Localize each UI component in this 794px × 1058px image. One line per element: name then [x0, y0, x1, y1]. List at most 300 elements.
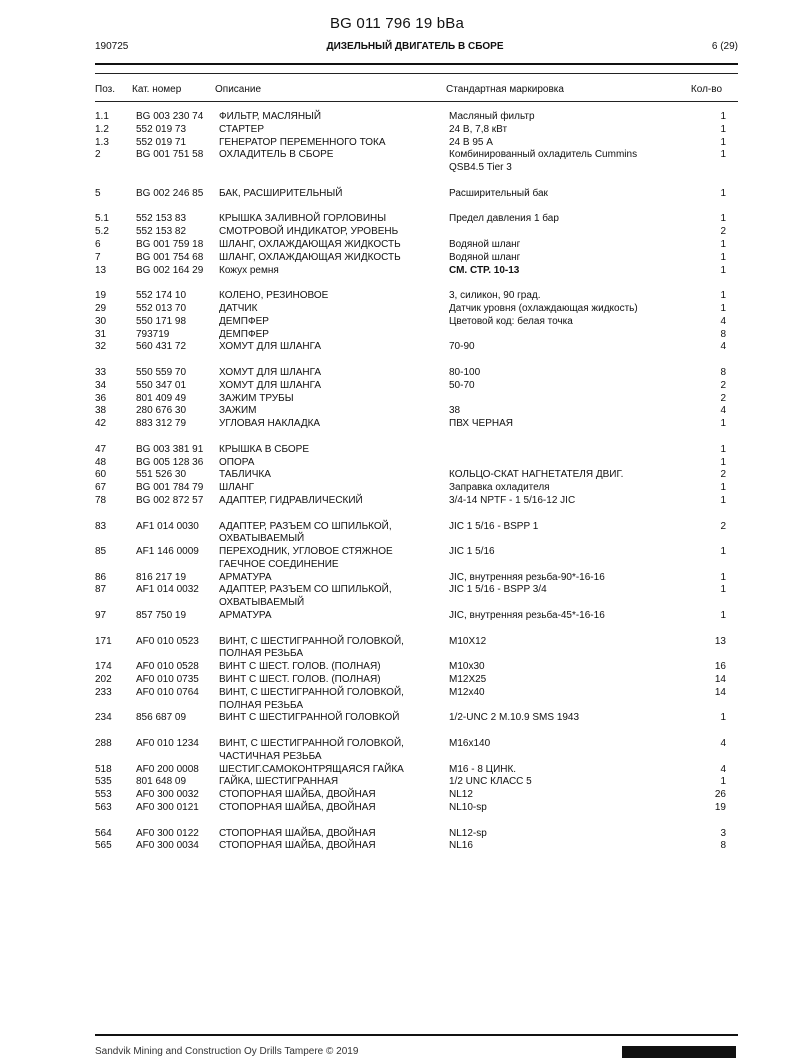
row-cat-number: 552 174 10 — [136, 290, 187, 302]
row-standard-marking — [449, 712, 689, 725]
row-quantity: 2 — [720, 520, 726, 532]
table-row — [0, 738, 794, 764]
row-quantity: 4 — [720, 405, 726, 417]
row-description — [219, 764, 439, 777]
row-standard-marking — [449, 802, 689, 815]
table-row — [0, 584, 794, 610]
row-standard-line: 80-100 — [449, 366, 481, 378]
row-cat-number: 551 526 30 — [136, 469, 187, 481]
row-cat-number: 550 171 98 — [136, 315, 187, 327]
row-description — [219, 213, 439, 226]
row-description-line: ТАБЛИЧКА — [219, 469, 271, 481]
row-description-line: СТАРТЕР — [219, 123, 265, 135]
row-standard-marking — [449, 341, 689, 354]
row-description-line: ЧАСТИЧНАЯ РЕЗЬБА — [219, 750, 322, 762]
row-description — [219, 316, 439, 329]
row-quantity: 1 — [720, 238, 726, 250]
row-description — [219, 495, 439, 508]
table-row — [0, 495, 794, 508]
row-quantity: 8 — [720, 328, 726, 340]
row-standard-marking — [449, 546, 689, 559]
row-standard-line: JIC, внутренняя резьба-90*-16-16 — [449, 571, 605, 583]
row-cat-number: 883 312 79 — [136, 418, 187, 430]
row-standard-marking — [449, 124, 689, 137]
row-quantity: 3 — [720, 827, 726, 839]
row-cat-number: 801 409 49 — [136, 392, 187, 404]
row-standard-line: Водяной шланг — [449, 251, 521, 263]
row-quantity: 1 — [720, 290, 726, 302]
row-quantity: 1 — [720, 776, 726, 788]
row-description-line: ШЛАНГ, ОХЛАЖДАЮЩАЯ ЖИДКОСТЬ — [219, 251, 401, 263]
row-cat-number: AF0 300 0032 — [136, 789, 199, 801]
row-pos: 174 — [95, 661, 112, 673]
row-description-line: СТОПОРНАЯ ШАЙБА, ДВОЙНАЯ — [219, 840, 376, 852]
row-cat-number: 552 019 73 — [136, 123, 187, 135]
table-row — [0, 802, 794, 815]
row-description — [219, 469, 439, 482]
row-description-line: ВИНТ С ШЕСТ. ГОЛОВ. (ПОЛНАЯ) — [219, 661, 381, 673]
table-row — [0, 393, 794, 406]
row-cat-number: AF0 200 0008 — [136, 763, 199, 775]
row-description — [219, 828, 439, 841]
table-row — [0, 124, 794, 137]
row-cat-number: BG 001 751 58 — [136, 149, 204, 161]
row-description-line: ОХЛАДИТЕЛЬ В СБОРЕ — [219, 149, 334, 161]
row-pos: 5 — [95, 187, 101, 199]
row-cat-number: AF1 014 0032 — [136, 584, 199, 596]
row-description — [219, 789, 439, 802]
row-description — [219, 610, 439, 623]
row-standard-marking — [449, 380, 689, 393]
row-cat-number: 560 431 72 — [136, 341, 187, 353]
row-standard-line: M10x30 — [449, 661, 485, 673]
parts-table — [0, 111, 794, 853]
document-date: 190725 — [95, 41, 129, 52]
row-pos: 6 — [95, 238, 101, 250]
row-pos: 87 — [95, 584, 107, 596]
row-standard-line: NL12-sp — [449, 827, 487, 839]
document-code: BG 011 796 19 bBa — [329, 15, 465, 32]
row-standard-line: NL16 — [449, 840, 473, 852]
row-pos: 48 — [95, 456, 107, 468]
row-standard-marking — [449, 495, 689, 508]
table-row — [0, 239, 794, 252]
row-standard-marking — [449, 840, 689, 853]
row-cat-number: AF0 010 0528 — [136, 661, 199, 673]
row-standard-line: NL12 — [449, 789, 473, 801]
row-standard-marking — [449, 303, 689, 316]
row-pos: 36 — [95, 392, 107, 404]
row-description-line: АРМАТУРА — [219, 571, 272, 583]
row-pos: 32 — [95, 341, 107, 353]
row-description-line: БАК, РАСШИРИТЕЛЬНЫЙ — [219, 187, 343, 199]
row-standard-marking — [449, 213, 689, 226]
row-cat-number: 793719 — [136, 328, 170, 340]
table-row — [0, 367, 794, 380]
row-standard-marking — [449, 290, 689, 303]
row-cat-number: AF0 010 1234 — [136, 738, 199, 750]
row-description — [219, 636, 439, 662]
row-quantity: 1 — [720, 302, 726, 314]
row-pos: 535 — [95, 776, 112, 788]
row-description-line: ФИЛЬТР, МАСЛЯНЫЙ — [219, 111, 322, 122]
row-description — [219, 239, 439, 252]
row-pos: 565 — [95, 840, 112, 852]
row-description-line: СМОТРОВОЙ ИНДИКАТОР, УРОВЕНЬ — [219, 226, 399, 238]
table-row — [0, 776, 794, 789]
row-description — [219, 661, 439, 674]
row-cat-number: 816 217 19 — [136, 571, 187, 583]
row-description — [219, 738, 439, 764]
row-standard-line: Водяной шланг — [449, 238, 521, 250]
row-quantity: 1 — [720, 712, 726, 724]
table-row — [0, 789, 794, 802]
row-description-line: ВИНТ С ШЕСТИГРАННОЙ ГОЛОВКОЙ — [219, 712, 400, 724]
row-description-line: ГАЕЧНОЕ СОЕДИНЕНИЕ — [219, 558, 339, 570]
col-header-pos: Поз. — [95, 84, 115, 95]
page-number: 6 (29) — [711, 41, 738, 52]
row-standard-line: 50-70 — [449, 379, 475, 391]
row-standard-marking — [449, 367, 689, 380]
row-description-line: АРМАТУРА — [219, 610, 272, 622]
row-description — [219, 521, 439, 547]
row-cat-number: 550 559 70 — [136, 366, 187, 378]
row-quantity: 1 — [720, 571, 726, 583]
row-cat-number: 550 347 01 — [136, 379, 187, 391]
row-description — [219, 418, 439, 431]
table-row — [0, 444, 794, 457]
row-standard-line: Датчик уровня (охлаждающая жидкость) — [449, 302, 638, 314]
row-cat-number: BG 003 381 91 — [136, 443, 204, 455]
row-quantity: 4 — [720, 315, 726, 327]
row-cat-number: BG 001 759 18 — [136, 238, 204, 250]
row-cat-number: 856 687 09 — [136, 712, 187, 724]
row-standard-line: ПВХ ЧЕРНАЯ — [449, 418, 513, 430]
row-standard-line: 24 В 95 А — [449, 136, 493, 148]
row-description-line: АДАПТЕР, РАЗЪЕМ СО ШПИЛЬКОЙ, — [219, 584, 392, 596]
row-cat-number: BG 002 164 29 — [136, 264, 204, 276]
row-standard-marking — [449, 188, 689, 201]
row-pos: 42 — [95, 418, 107, 430]
row-pos: 85 — [95, 546, 107, 558]
row-quantity: 1 — [720, 456, 726, 468]
table-row — [0, 405, 794, 418]
row-description-line: ВИНТ, С ШЕСТИГРАННОЙ ГОЛОВКОЙ, — [219, 686, 404, 698]
row-quantity: 1 — [720, 251, 726, 263]
row-cat-number: 280 676 30 — [136, 405, 187, 417]
row-description-line: УГЛОВАЯ НАКЛАДКА — [219, 418, 321, 430]
row-standard-marking — [449, 252, 689, 265]
row-pos: 288 — [95, 738, 112, 750]
row-cat-number: AF1 146 0009 — [136, 546, 199, 558]
row-standard-marking — [449, 239, 689, 252]
row-standard-marking — [449, 405, 689, 418]
row-description — [219, 482, 439, 495]
row-quantity: 16 — [714, 661, 726, 673]
row-pos: 1.1 — [95, 111, 109, 122]
row-standard-line: Предел давления 1 бар — [449, 213, 559, 225]
table-row — [0, 661, 794, 674]
row-standard-marking — [449, 687, 689, 700]
row-quantity: 1 — [720, 264, 726, 276]
row-description-line: ВИНТ, С ШЕСТИГРАННОЙ ГОЛОВКОЙ, — [219, 635, 404, 647]
row-description — [219, 111, 439, 124]
row-standard-line: M16x140 — [449, 738, 491, 750]
row-cat-number: AF0 010 0764 — [136, 686, 199, 698]
table-row — [0, 316, 794, 329]
row-standard-marking — [449, 469, 689, 482]
row-standard-line: 1/2 UNC КЛАСС 5 — [449, 776, 532, 788]
row-pos: 5.1 — [95, 213, 109, 225]
row-description — [219, 572, 439, 585]
row-description-line: ПОЛНАЯ РЕЗЬБА — [219, 648, 304, 660]
row-quantity: 14 — [714, 686, 726, 698]
row-quantity: 8 — [720, 840, 726, 852]
row-pos: 7 — [95, 251, 101, 263]
row-standard-marking — [449, 316, 689, 329]
row-pos: 202 — [95, 674, 112, 686]
row-cat-number: AF0 300 0121 — [136, 802, 199, 814]
row-description-line: ЗАЖИМ ТРУБЫ — [219, 392, 294, 404]
row-quantity: 2 — [720, 226, 726, 238]
col-header-std: Стандартная маркировка — [446, 84, 564, 95]
page-title: ДИЗЕЛЬНЫЙ ДВИГАТЕЛЬ В СБОРЕ — [326, 41, 504, 52]
table-row — [0, 252, 794, 265]
row-description — [219, 341, 439, 354]
row-description — [219, 188, 439, 201]
table-row — [0, 840, 794, 853]
row-pos: 563 — [95, 802, 112, 814]
row-standard-line: M16 - 8 ЦИНК. — [449, 763, 517, 775]
row-description-line: ШЕСТИГ.САМОКОНТРЯЩАЯСЯ ГАЙКА — [219, 763, 404, 775]
row-description — [219, 584, 439, 610]
table-header-rule — [95, 101, 738, 102]
row-quantity: 19 — [714, 802, 726, 814]
row-pos: 13 — [95, 264, 107, 276]
row-quantity: 1 — [720, 418, 726, 430]
row-standard-line: Расширительный бак — [449, 187, 548, 199]
row-description — [219, 124, 439, 137]
row-cat-number: AF0 300 0034 — [136, 840, 199, 852]
row-cat-number: 552 153 82 — [136, 226, 187, 238]
row-quantity: 1 — [720, 187, 726, 199]
row-cat-number: 552 013 70 — [136, 302, 187, 314]
row-cat-number: AF0 300 0122 — [136, 827, 199, 839]
row-standard-line: 1/2-UNC 2 M.10.9 SMS 1943 — [449, 712, 580, 724]
row-description-line: ШЛАНГ, ОХЛАЖДАЮЩАЯ ЖИДКОСТЬ — [219, 238, 401, 250]
row-quantity: 1 — [720, 584, 726, 596]
row-pos: 1.3 — [95, 136, 109, 148]
row-quantity: 1 — [720, 610, 726, 622]
row-description-line: ВИНТ С ШЕСТ. ГОЛОВ. (ПОЛНАЯ) — [219, 674, 381, 686]
table-row — [0, 636, 794, 662]
col-header-desc: Описание — [215, 84, 262, 95]
row-description-line: ДАТЧИК — [219, 302, 258, 314]
row-standard-marking — [449, 610, 689, 623]
table-row — [0, 111, 794, 124]
row-description — [219, 137, 439, 150]
row-pos: 1.2 — [95, 123, 109, 135]
row-quantity: 4 — [720, 341, 726, 353]
row-description-line: АДАПТЕР, РАЗЪЕМ СО ШПИЛЬКОЙ, — [219, 520, 392, 532]
row-description-line: ДЕМПФЕР — [219, 315, 269, 327]
row-standard-line: M12x40 — [449, 686, 485, 698]
row-pos: 86 — [95, 571, 107, 583]
row-description-line: СТОПОРНАЯ ШАЙБА, ДВОЙНАЯ — [219, 789, 376, 801]
brand-logo — [622, 1046, 736, 1058]
row-description-line: ОХВАТЫВАЕМЫЙ — [219, 533, 305, 545]
row-standard-marking — [449, 738, 689, 751]
row-quantity: 1 — [720, 213, 726, 225]
row-description-line: ПЕРЕХОДНИК, УГЛОВОЕ СТЯЖНОЕ — [219, 546, 393, 558]
row-pos: 171 — [95, 635, 112, 647]
row-standard-line: JIC 1 5/16 — [449, 546, 495, 558]
row-description-line: ДЕМПФЕР — [219, 328, 269, 340]
row-standard-line: 24 В, 7,8 кВт — [449, 123, 508, 135]
row-pos: 518 — [95, 763, 112, 775]
row-description-line: ЗАЖИМ — [219, 405, 257, 417]
table-row — [0, 303, 794, 316]
table-row — [0, 265, 794, 278]
row-description-line: ОПОРА — [219, 456, 255, 468]
row-pos: 31 — [95, 328, 107, 340]
row-description-line: КРЫШКА В СБОРЕ — [219, 443, 310, 455]
row-pos: 234 — [95, 712, 112, 724]
row-quantity: 2 — [720, 469, 726, 481]
row-description-line: ВИНТ, С ШЕСТИГРАННОЙ ГОЛОВКОЙ, — [219, 738, 404, 750]
row-standard-line: Масляный фильтр — [449, 111, 535, 122]
row-quantity: 2 — [720, 392, 726, 404]
row-cat-number: BG 002 246 85 — [136, 187, 204, 199]
row-description — [219, 265, 439, 278]
row-quantity: 1 — [720, 136, 726, 148]
row-cat-number: 552 153 83 — [136, 213, 187, 225]
table-row — [0, 469, 794, 482]
row-description-line: СТОПОРНАЯ ШАЙБА, ДВОЙНАЯ — [219, 802, 376, 814]
row-pos: 564 — [95, 827, 112, 839]
table-row — [0, 572, 794, 585]
row-standard-line: Цветовой код: белая точка — [449, 315, 573, 327]
row-standard-marking — [449, 661, 689, 674]
row-description-line: ШЛАНГ — [219, 482, 255, 494]
row-standard-line: Комбинированный охладитель Cummins — [449, 149, 638, 161]
row-cat-number: 801 648 09 — [136, 776, 187, 788]
row-standard-marking — [449, 137, 689, 150]
table-row — [0, 546, 794, 572]
row-description — [219, 802, 439, 815]
row-description-line: КРЫШКА ЗАЛИВНОЙ ГОРЛОВИНЫ — [219, 213, 387, 225]
row-standard-line: 3/4-14 NPTF - 1 5/16-12 JIC — [449, 494, 576, 506]
row-pos: 34 — [95, 379, 107, 391]
row-standard-line: JIC 1 5/16 - BSPP 1 — [449, 520, 539, 532]
row-standard-line: КОЛЬЦО-СКАТ НАГНЕТАТЕЛЯ ДВИГ. — [449, 469, 624, 481]
row-quantity: 1 — [720, 149, 726, 161]
row-quantity: 1 — [720, 482, 726, 494]
row-pos: 38 — [95, 405, 107, 417]
footer-rule — [95, 1034, 738, 1036]
row-pos: 2 — [95, 149, 101, 161]
table-row — [0, 482, 794, 495]
row-description — [219, 380, 439, 393]
row-quantity: 8 — [720, 366, 726, 378]
row-description — [219, 674, 439, 687]
row-pos: 60 — [95, 469, 107, 481]
row-description — [219, 226, 439, 239]
row-cat-number: BG 001 784 79 — [136, 482, 204, 494]
row-cat-number: AF0 010 0523 — [136, 635, 199, 647]
row-pos: 19 — [95, 290, 107, 302]
row-standard-line: 38 — [449, 405, 461, 417]
row-pos: 233 — [95, 686, 112, 698]
row-cat-number: BG 003 230 74 — [136, 111, 204, 122]
row-description — [219, 687, 439, 713]
footer-copyright: Sandvik Mining and Construction Oy Drills Tampere © 2019 — [95, 1046, 359, 1057]
row-cat-number: 552 019 71 — [136, 136, 187, 148]
row-standard-marking — [449, 584, 689, 597]
row-description — [219, 303, 439, 316]
table-row — [0, 521, 794, 547]
row-cat-number: BG 005 128 36 — [136, 456, 204, 468]
row-description-line: АДАПТЕР, ГИДРАВЛИЧЕСКИЙ — [219, 494, 363, 506]
row-description-line: ПОЛНАЯ РЕЗЬБА — [219, 699, 304, 711]
row-quantity: 13 — [714, 635, 726, 647]
row-cat-number: AF1 014 0030 — [136, 520, 199, 532]
table-row — [0, 828, 794, 841]
row-standard-line: JIC, внутренняя резьба-45*-16-16 — [449, 610, 605, 622]
col-header-cat: Кат. номер — [132, 84, 182, 95]
row-standard-marking — [449, 789, 689, 802]
row-pos: 5.2 — [95, 226, 109, 238]
row-quantity: 1 — [720, 494, 726, 506]
header-rule — [95, 63, 738, 65]
row-description-line: СТОПОРНАЯ ШАЙБА, ДВОЙНАЯ — [219, 827, 376, 839]
row-description — [219, 290, 439, 303]
row-standard-marking — [449, 828, 689, 841]
table-top-rule — [95, 73, 738, 74]
row-description — [219, 393, 439, 406]
row-description — [219, 252, 439, 265]
row-description — [219, 840, 439, 853]
table-row — [0, 188, 794, 201]
row-standard-marking — [449, 482, 689, 495]
row-cat-number: AF0 010 0735 — [136, 674, 199, 686]
row-standard-marking — [449, 111, 689, 124]
row-pos: 83 — [95, 520, 107, 532]
table-row — [0, 687, 794, 713]
row-description-line: Кожух ремня — [219, 264, 279, 276]
row-standard-marking — [449, 521, 689, 534]
row-description-line: ОХВАТЫВАЕМЫЙ — [219, 597, 305, 609]
table-row — [0, 137, 794, 150]
row-standard-marking — [449, 636, 689, 649]
row-quantity: 14 — [714, 674, 726, 686]
row-description — [219, 149, 439, 162]
row-description-line: КОЛЕНО, РЕЗИНОВОЕ — [219, 290, 329, 302]
row-pos: 30 — [95, 315, 107, 327]
row-standard-line: M10X12 — [449, 635, 487, 647]
table-row — [0, 610, 794, 623]
row-standard-line: СМ. СТР. 10-13 — [449, 264, 520, 276]
row-standard-marking — [449, 674, 689, 687]
row-standard-marking — [449, 149, 689, 175]
row-cat-number: 857 750 19 — [136, 610, 187, 622]
row-description-line: ГАЙКА, ШЕСТИГРАННАЯ — [219, 776, 339, 788]
table-row — [0, 764, 794, 777]
row-description — [219, 546, 439, 572]
row-description-line: ХОМУТ ДЛЯ ШЛАНГА — [219, 379, 322, 391]
row-standard-line: Заправка охладителя — [449, 482, 550, 494]
row-pos: 78 — [95, 494, 107, 506]
